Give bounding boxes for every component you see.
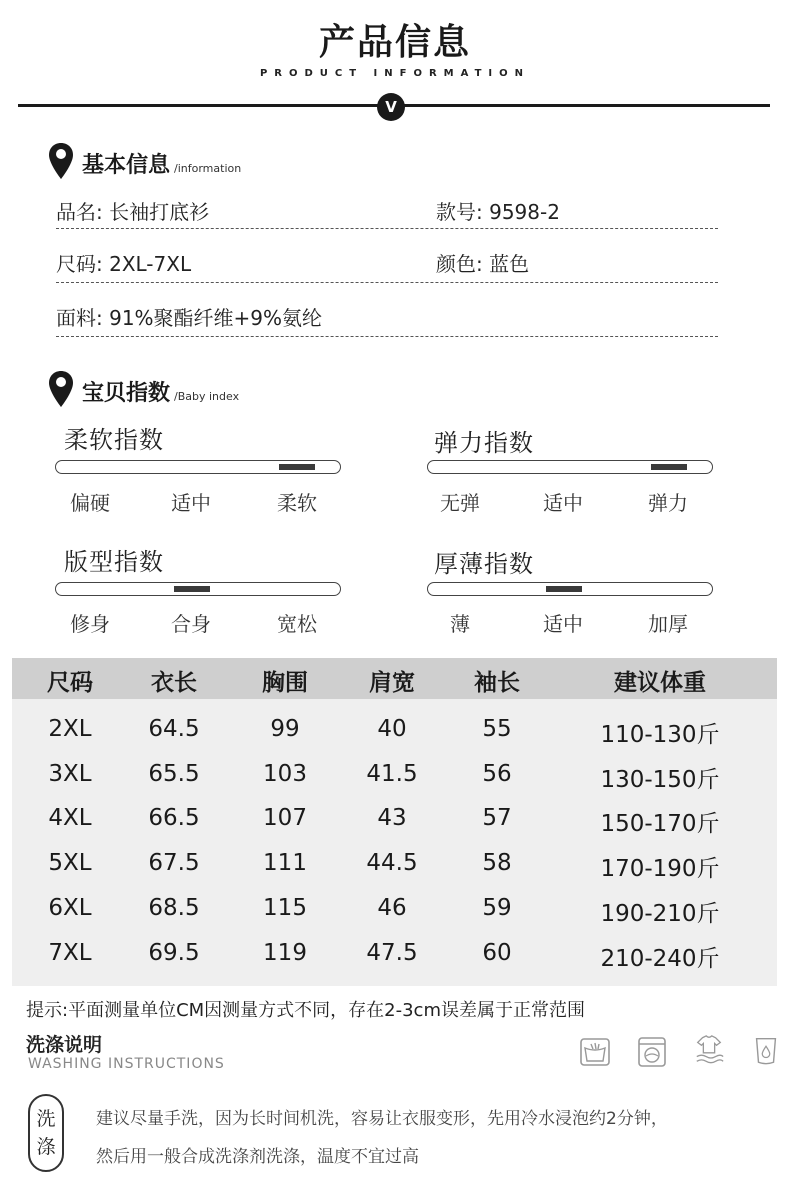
softness-index-title: 柔软指数 [64,426,164,454]
table-cell-sleeve: 57 [482,805,512,831]
table-header-weight: 建议体重 [614,670,706,696]
water-temperature-icon [750,1034,782,1066]
thickness-label-mid: 适中 [543,612,583,636]
table-cell-chest: 103 [263,761,307,787]
machine-wash-icon [636,1036,668,1068]
table-cell-weight: 170-190斤 [600,856,720,882]
table-cell-weight: 210-240斤 [600,946,720,972]
table-cell-size: 4XL [48,805,92,831]
softness-label-high: 柔软 [277,491,317,515]
fit-index-title: 版型指数 [64,548,164,576]
fit-scale [55,582,341,596]
thickness-index-title: 厚薄指数 [434,550,534,578]
row-divider [56,336,718,338]
washing-subtitle: WASHING INSTRUCTIONS [28,1056,225,1072]
table-cell-weight: 150-170斤 [600,811,720,837]
table-cell-size: 3XL [48,761,92,787]
fit-label-low: 修身 [70,612,110,636]
table-cell-length: 64.5 [148,716,200,742]
table-cell-sleeve: 60 [482,940,512,966]
fit-label-mid: 合身 [171,612,211,636]
table-cell-chest: 107 [263,805,307,831]
washing-badge-bottom: 涤 [36,1136,56,1158]
table-header-sleeve: 袖长 [474,670,520,696]
header-badge: V [377,93,405,121]
table-cell-size: 6XL [48,895,92,921]
basic-info-title: 基本信息 [82,153,171,178]
row-divider [56,282,718,284]
shirt-soak-icon [693,1034,725,1066]
thickness-scale [427,582,713,596]
measurement-note: 提示:平面测量单位CM因测量方式不同，存在2-3cm误差属于正常范围 [26,1000,585,1021]
washing-title: 洗涤说明 [26,1034,103,1056]
page-subtitle: PRODUCT INFORMATION [259,68,531,79]
table-cell-sleeve: 59 [482,895,512,921]
product-name: 品名: 长袖打底衫 [56,200,210,224]
elasticity-label-mid: 适中 [543,491,583,515]
location-pin-icon [48,370,74,408]
thickness-label-high: 加厚 [648,612,688,636]
thickness-label-low: 薄 [450,612,470,636]
hand-wash-icon [579,1036,611,1068]
table-cell-length: 67.5 [148,850,200,876]
table-header-chest: 胸围 [262,670,308,696]
table-header-size: 尺码 [47,670,93,696]
fit-marker [174,586,210,592]
elasticity-label-high: 弹力 [648,491,688,515]
softness-label-mid: 适中 [171,491,211,515]
elasticity-label-low: 无弹 [440,491,480,515]
table-cell-chest: 119 [263,940,307,966]
table-cell-sleeve: 58 [482,850,512,876]
table-cell-length: 65.5 [148,761,200,787]
table-cell-size: 7XL [48,940,92,966]
table-cell-size: 2XL [48,716,92,742]
table-cell-weight: 190-210斤 [600,901,720,927]
table-cell-chest: 115 [263,895,307,921]
table-cell-chest: 111 [263,850,307,876]
table-header-shoulder: 肩宽 [369,670,415,696]
table-cell-shoulder: 44.5 [366,850,418,876]
softness-label-low: 偏硬 [70,491,110,515]
washing-instruction-line-1: 建议尽量手洗，因为长时间机洗，容易让衣服变形，先用冷水浸泡约2分钟， [96,1109,668,1129]
table-cell-sleeve: 55 [482,716,512,742]
table-cell-length: 66.5 [148,805,200,831]
washing-instruction-line-2: 然后用一般合成洗涤剂洗涤，温度不宜过高 [96,1147,419,1167]
baby-index-title: 宝贝指数 [82,381,171,406]
color: 颜色: 蓝色 [436,252,530,276]
table-cell-shoulder: 46 [377,895,407,921]
basic-info-heading [82,148,241,179]
row-divider [56,228,718,230]
baby-index-subtitle: /Baby index [174,390,240,403]
page-title: 产品信息 [318,22,471,63]
elasticity-scale [427,460,713,474]
table-cell-shoulder: 43 [377,805,407,831]
washing-badge [28,1094,64,1172]
fit-label-high: 宽松 [277,612,317,636]
location-pin-icon [48,142,74,180]
table-cell-shoulder: 41.5 [366,761,418,787]
softness-scale [55,460,341,474]
table-header-length: 衣长 [151,670,197,696]
elasticity-index-title: 弹力指数 [434,429,534,457]
fabric: 面料: 91%聚酯纤维+9%氨纶 [56,306,323,330]
table-cell-length: 69.5 [148,940,200,966]
basic-info-subtitle: /information [174,162,242,175]
washing-badge-top: 洗 [36,1108,56,1130]
table-cell-size: 5XL [48,850,92,876]
table-cell-chest: 99 [270,716,300,742]
elasticity-marker [651,464,687,470]
baby-index-heading [82,376,239,407]
table-cell-sleeve: 56 [482,761,512,787]
thickness-marker [546,586,582,592]
table-cell-shoulder: 40 [377,716,407,742]
table-cell-weight: 130-150斤 [600,767,720,793]
style-number: 款号: 9598-2 [436,200,560,224]
table-cell-weight: 110-130斤 [600,722,720,748]
table-cell-shoulder: 47.5 [366,940,418,966]
size-range: 尺码: 2XL-7XL [56,252,192,276]
table-cell-length: 68.5 [148,895,200,921]
softness-marker [279,464,315,470]
